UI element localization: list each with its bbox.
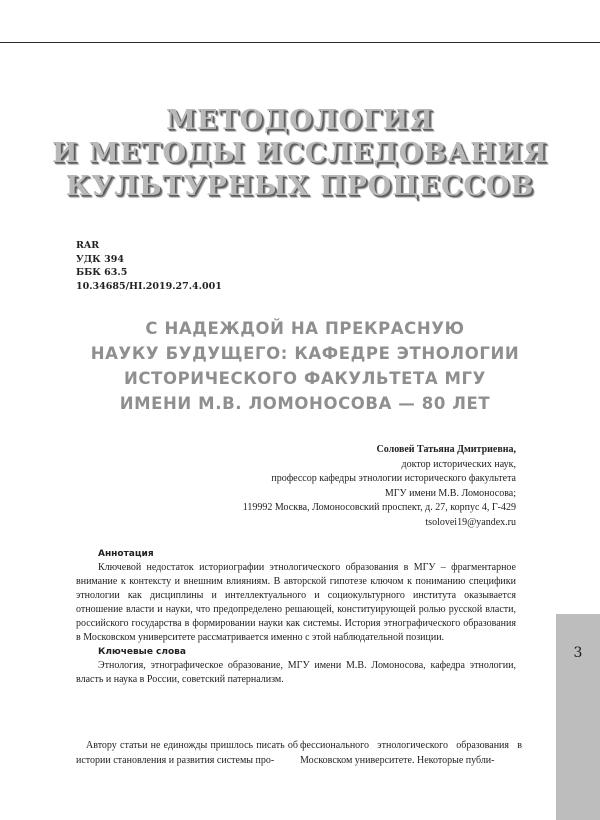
- body-column-right: фессионального этнологического образования в Московском университете. Некоторые публи-: [300, 740, 522, 766]
- author-degree: доктор исторических наук,: [401, 458, 516, 470]
- section-title-line: И МЕТОДЫ ИССЛЕДОВАНИЯ: [52, 138, 548, 169]
- article-title-line: ИМЕНИ М.В. ЛОМОНОСОВА — 80 ЛЕТ: [119, 394, 491, 413]
- author-institution: МГУ имени М.В. Ломоносова;: [384, 487, 516, 499]
- abstract-heading: Аннотация: [98, 549, 154, 559]
- page-number: 3: [573, 645, 583, 661]
- classification-codes: [76, 239, 222, 293]
- abstract-section: [76, 547, 516, 687]
- section-title-line: КУЛЬТУРНЫХ ПРОЦЕССОВ: [65, 171, 535, 202]
- udk-code: УДК 394: [76, 253, 124, 265]
- article-title-line: С НАДЕЖДОЙ НА ПРЕКРАСНУЮ: [145, 319, 465, 338]
- header-rule: [0, 42, 600, 43]
- author-position: профессор кафедры этнологии исторического факультета: [271, 473, 516, 484]
- article-title-line: ИСТОРИЧЕСКОГО ФАКУЛЬТЕТА МГУ: [124, 369, 486, 388]
- section-title: [40, 104, 560, 203]
- author-block: [186, 443, 516, 530]
- abstract-text: Ключевой недостаток историографии этнологического образования в МГУ – фрагментарное внимание к контексту и внешним влияниям. В авторской гипотезе ключом к пониманию специфики этнологии как дисциплины и интеллектуального и социокультурного института оказывается отношение власти и науки, что предопределено решающей, конституирующей ролью русской власти, российского государства в формировании науки как системы. История этнографического образования в Московском университете рассматривается именно с этой наблюдательной позиции.: [76, 562, 516, 643]
- author-address: 119992 Москва, Ломоносовский проспект, д. 27, корпус 4, Г-429: [242, 502, 516, 513]
- body-column-left: Автору статьи не единожды пришлось писать об истории становления и развития системы про-: [76, 740, 298, 766]
- article-title-line: НАУКУ БУДУЩЕГО: КАФЕДРЕ ЭТНОЛОГИИ: [90, 344, 520, 363]
- section-title-line: МЕТОДОЛОГИЯ: [166, 105, 434, 136]
- keywords-heading: Ключевые слова: [98, 647, 186, 657]
- rar-code: RAR: [76, 240, 100, 251]
- article-title: [90, 316, 520, 416]
- keywords-text: Этнология, этнографическое образование, МГУ имени М.В. Ломоносова, кафедра этнологии, власть и наука в России, советский патернализм.: [76, 660, 516, 685]
- bbk-code: ББК 63.5: [76, 267, 128, 278]
- author-email: tsolovei19@yandex.ru: [425, 516, 516, 528]
- author-name: Соловей Татьяна Дмитриевна,: [376, 444, 516, 455]
- doi-code: 10.34685/HI.2019.27.4.001: [76, 280, 222, 292]
